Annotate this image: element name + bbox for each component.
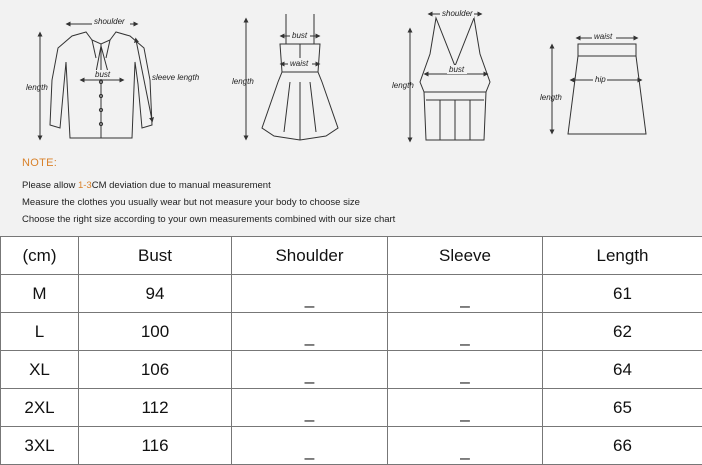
bust-value: 106 — [79, 351, 232, 389]
sleeve-value: _ — [388, 389, 543, 427]
sleeve-value: _ — [388, 351, 543, 389]
dress-waist-label: waist — [290, 59, 309, 68]
tank-length-label: length — [392, 81, 414, 90]
size-label: M — [1, 275, 79, 313]
bust-value: 94 — [79, 275, 232, 313]
note-line-choose: Choose the right size according to your own measurements combined with our size chart — [22, 214, 396, 225]
shirt-illustration — [40, 24, 152, 138]
dress-length-label: length — [232, 77, 254, 86]
skirt-hip-label: hip — [595, 75, 606, 84]
sleeve-value: _ — [388, 427, 543, 465]
sleeve-value: _ — [388, 313, 543, 351]
note-line-measure: Measure the clothes you usually wear but not measure your body to choose size — [22, 197, 360, 208]
table-header-row — [1, 237, 702, 275]
header-sleeve: Sleeve — [388, 237, 543, 275]
tank-shoulder-label: shoulder — [442, 9, 473, 18]
sleeve-value: _ — [388, 275, 543, 313]
tank-bust-label: bust — [449, 65, 465, 74]
note-deviation-highlight: 1-3 — [77, 180, 92, 191]
header-shoulder: Shoulder — [232, 237, 388, 275]
length-value: 65 — [543, 389, 702, 427]
dress-bust-label: bust — [292, 31, 308, 40]
shirt-bust-label: bust — [95, 70, 111, 79]
shoulder-value: _ — [232, 389, 388, 427]
shoulder-value: _ — [232, 313, 388, 351]
note-line-deviation — [22, 180, 271, 191]
shirt-shoulder-label: shoulder — [94, 17, 125, 26]
table-row — [1, 275, 702, 313]
header-unit: (cm) — [1, 237, 79, 275]
shoulder-value: _ — [232, 427, 388, 465]
header-length: Length — [543, 237, 702, 275]
note-line-deviation-pre: Please allow — [22, 180, 78, 191]
bust-value: 100 — [79, 313, 232, 351]
note-title: NOTE: — [22, 157, 58, 169]
size-label: L — [1, 313, 79, 351]
length-value: 62 — [543, 313, 702, 351]
skirt-illustration — [552, 38, 646, 134]
table-row — [1, 351, 702, 389]
shoulder-value: _ — [232, 275, 388, 313]
table-row — [1, 427, 702, 465]
size-label: 3XL — [1, 427, 79, 465]
shoulder-value: _ — [232, 351, 388, 389]
size-chart-table — [0, 236, 702, 465]
shirt-length-label: length — [26, 83, 48, 92]
tank-illustration — [410, 14, 490, 140]
bust-value: 116 — [79, 427, 232, 465]
table-row — [1, 389, 702, 427]
size-label: XL — [1, 351, 79, 389]
length-value: 61 — [543, 275, 702, 313]
header-bust: Bust — [79, 237, 232, 275]
skirt-length-label: length — [540, 93, 562, 102]
skirt-waist-label: waist — [594, 32, 613, 41]
length-value: 66 — [543, 427, 702, 465]
table-row — [1, 313, 702, 351]
shirt-sleeve-label: sleeve length — [152, 73, 200, 82]
note-line-deviation-post: CM deviation due to manual measurement — [91, 180, 271, 191]
bust-value: 112 — [79, 389, 232, 427]
size-label: 2XL — [1, 389, 79, 427]
length-value: 64 — [543, 351, 702, 389]
